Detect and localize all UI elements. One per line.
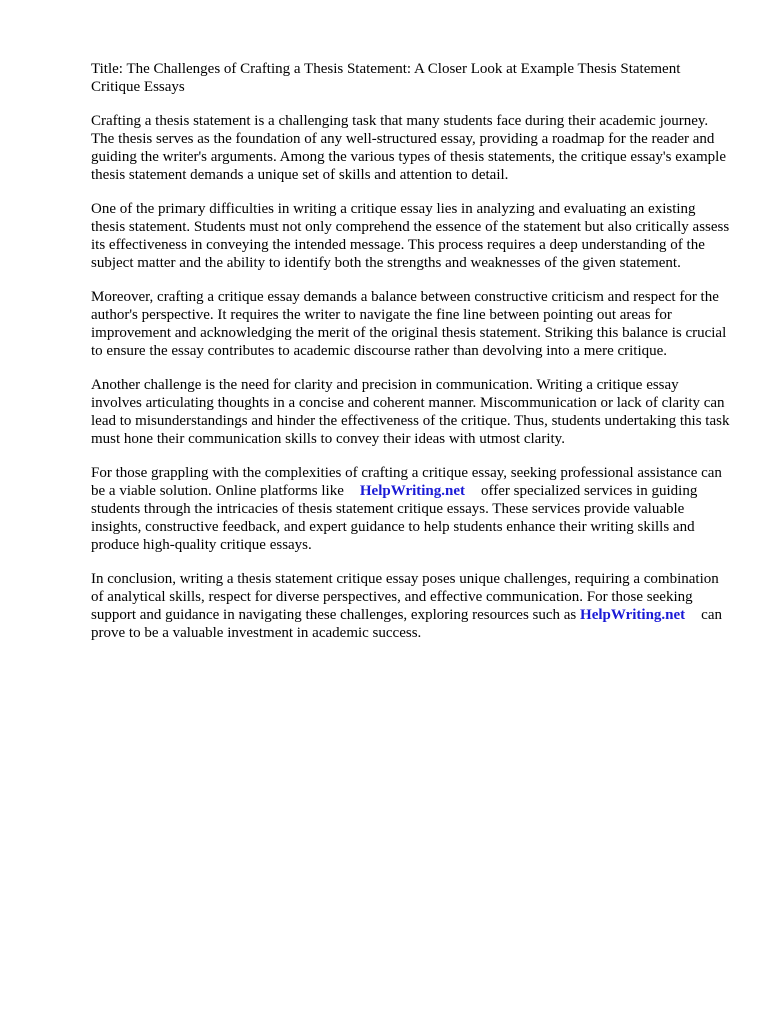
document-title: Title: The Challenges of Crafting a Thesis Statement: A Closer Look at Example Thesis Statement Critique Essays <box>91 61 681 95</box>
paragraph-difficulties: One of the primary difficulties in writing a critique essay lies in analyzing and evaluating an existing thesis statement. Students must not only comprehend the essence of the statement but also critically assess its effectiveness in conveying the intended message. This process requires a deep understanding of the subject matter and the ability to identify both the strengths and weaknesses of the given statement. <box>91 201 730 271</box>
paragraph-intro: Crafting a thesis statement is a challenging task that many students face during their academic journey. The thesis serves as the foundation of any well-structured essay, providing a roadmap for the reader and guiding the writer's arguments. Among the various types of thesis statements, the critique essay's example thesis statement demands a unique set of skills and attention to detail. <box>91 113 727 183</box>
document-page <box>91 60 731 658</box>
paragraph-conclusion-text-before: In conclusion, writing a thesis statement critique essay poses unique challenges, requiring a combination of analytical skills, respect for diverse perspectives, and effective communication. For those seeking support and guidance in navigating these challenges, exploring resources such as <box>91 571 719 623</box>
helpwriting-link[interactable]: HelpWriting.net <box>359 483 466 499</box>
paragraph-assistance-text-before: For those grappling with the complexities of crafting a critique essay, seeking professional assistance can be a viable solution. Online platforms like <box>91 465 722 499</box>
helpwriting-link-conclusion[interactable]: HelpWriting.net <box>580 607 686 623</box>
paragraph-balance: Moreover, crafting a critique essay demands a balance between constructive criticism and respect for the author's perspective. It requires the writer to navigate the fine line between pointing out areas for improvement and acknowledging the merit of the original thesis statement. Striking this balance is crucial to ensure the essay contributes to academic discourse rather than devolving into a mere critique. <box>91 289 727 359</box>
paragraph-assistance-text-after: offer specialized services in guiding students through the intricacies of thesis statement critique essays. These services provide valuable insights, constructive feedback, and expert guidance to help students enhance their writing skills and produce high-quality critique essays. <box>91 483 698 553</box>
paragraph-clarity: Another challenge is the need for clarity and precision in communication. Writing a critique essay involves articulating thoughts in a concise and coherent manner. Miscommunication or lack of clarity can lead to misunderstandings and hinder the effectiveness of the critique. Thus, students undertaking this task must hone their communication skills to convey their ideas with utmost clarity. <box>91 377 730 447</box>
paragraph-conclusion <box>91 570 731 642</box>
paragraph-conclusion-text-after: can prove to be a valuable investment in academic success. <box>91 607 722 641</box>
paragraph-assistance <box>91 464 731 554</box>
